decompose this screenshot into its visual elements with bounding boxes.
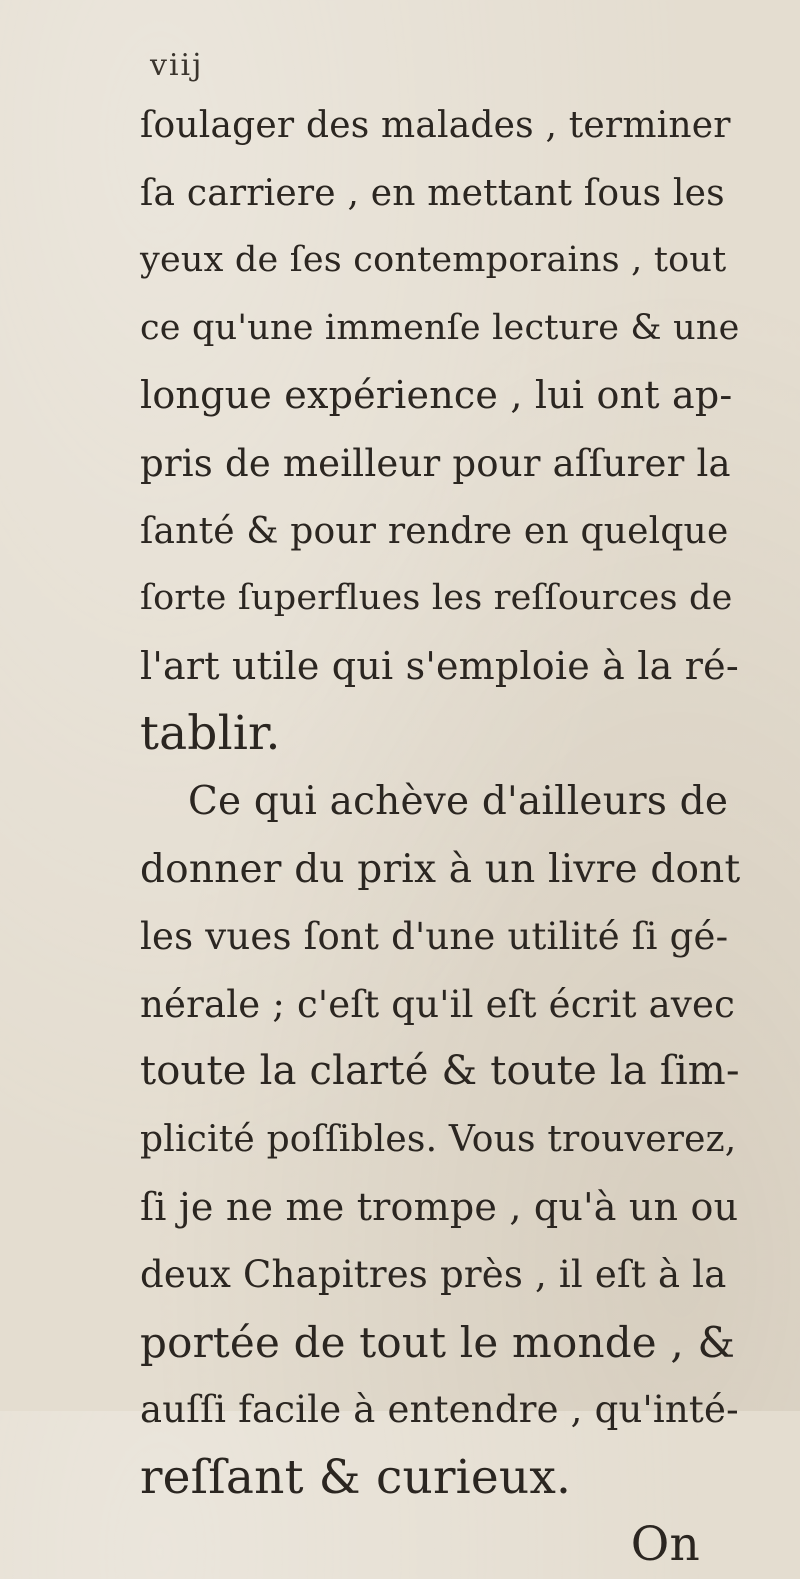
text-line: donner du prix à un livre dont bbox=[140, 846, 741, 892]
paragraph-start-line: Ce qui achève d'ailleurs de bbox=[188, 778, 729, 824]
text-line: reſſant & curieux. bbox=[140, 1449, 572, 1505]
text-line: deux Chapitres près , il eſt à la bbox=[140, 1253, 727, 1297]
text-line: les vues ſont d'une utilité ſi gé- bbox=[140, 915, 729, 959]
text-line: tablir. bbox=[140, 706, 281, 762]
text-line: yeux de ſes contemporains , tout bbox=[140, 240, 727, 281]
body-text bbox=[140, 92, 740, 1579]
text-line: longue expérience , lui ont ap- bbox=[140, 373, 733, 418]
text-line: ſi je ne me trompe , qu'à un ou bbox=[140, 1184, 739, 1229]
text-line: portée de tout le monde , & bbox=[140, 1317, 736, 1367]
text-line: ſorte ſuperflues les reſſources de bbox=[140, 578, 733, 619]
text-line: l'art utile qui s'emploie à la ré- bbox=[140, 643, 739, 688]
catchword: On bbox=[630, 1517, 700, 1573]
text-line: ſoulager des malades , terminer bbox=[140, 105, 731, 146]
text-line: plicité poſſibles. Vous trouverez, bbox=[140, 1118, 737, 1160]
text-line: ſanté & pour rendre en quelque bbox=[140, 510, 729, 552]
page-number: viij bbox=[150, 48, 204, 83]
text-line: nérale ; c'eſt qu'il eſt écrit avec bbox=[140, 982, 735, 1026]
text-line: pris de meilleur pour aſſurer la bbox=[140, 441, 731, 485]
text-line: ce qu'une immenſe lecture & une bbox=[140, 307, 740, 348]
text-line: auſſi facile à entendre , qu'inté- bbox=[140, 1388, 739, 1432]
text-line: ſa carriere , en mettant ſous les bbox=[140, 172, 725, 214]
text-line: toute la clarté & toute la ſim- bbox=[140, 1048, 740, 1095]
